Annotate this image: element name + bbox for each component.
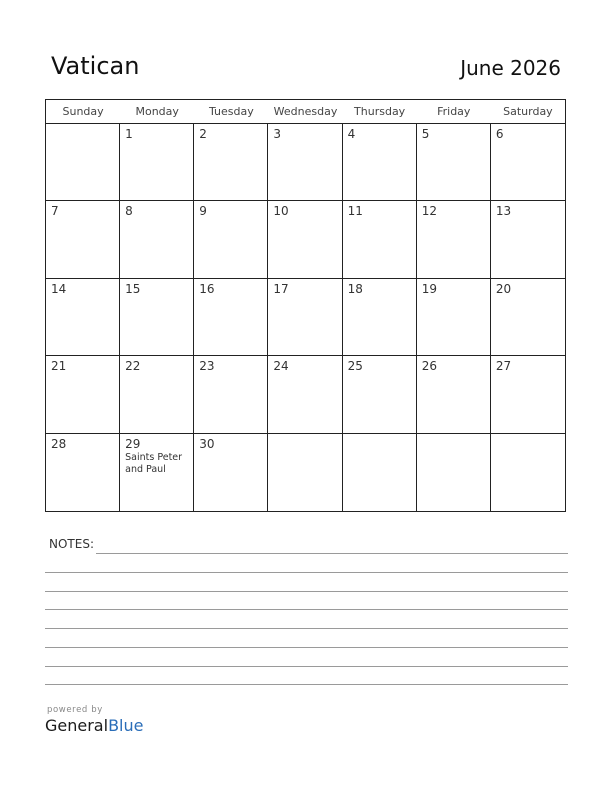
day-cell [194,434,268,511]
calendar-grid [46,124,565,511]
weekday-label: Sunday [62,105,104,118]
day-cell [46,124,120,201]
day-cell [417,356,491,433]
day-number: 9 [199,204,207,219]
day-cell [120,279,194,356]
day-cell [46,201,120,278]
day-cell [343,201,417,278]
notes-line [45,666,568,667]
day-cell [268,279,342,356]
notes-line [45,628,568,629]
notes-line [45,647,568,648]
day-number: 12 [421,204,437,219]
day-cell [343,356,417,433]
day-number: 2 [199,127,207,141]
day-number: 8 [125,204,133,219]
day-cell [46,356,120,433]
powered-by-text: powered by [47,705,103,715]
day-number: 6 [495,127,504,141]
day-number: 11 [347,204,363,219]
weekday-header-row [46,100,565,124]
day-cell [417,124,491,201]
day-cell [417,279,491,356]
day-cell [268,201,342,278]
notes-line [45,591,568,592]
day-cell [46,434,120,511]
holiday-label: Saints Peter and Paul [125,451,183,475]
weekday-label: Monday [135,105,179,118]
day-cell [491,434,565,511]
day-cell [268,356,342,433]
day-cell [417,434,491,511]
notes-line [45,609,568,610]
day-cell [491,124,565,201]
day-cell [268,124,342,201]
day-cell [343,434,417,511]
day-cell [120,201,194,278]
day-number: 1 [125,127,133,141]
day-cell [194,279,268,356]
day-cell [417,201,491,278]
weekday-label: Tuesday [208,105,254,118]
day-cell [268,434,342,511]
day-cell [343,124,417,201]
day-number: 26 [421,359,437,374]
month-year-title: June 2026 [460,56,561,80]
weekday-label: Wednesday [273,105,338,118]
brand-name-blue: Blue [108,716,144,735]
day-cell [194,201,268,278]
day-number: 14 [51,281,67,296]
day-number: 23 [199,359,215,374]
day-number: 30 [199,436,215,451]
day-cell [491,279,565,356]
notes-label: NOTES: [49,537,94,551]
day-number: 25 [347,359,363,374]
day-cell [194,124,268,201]
day-cell [343,279,417,356]
notes-line [45,684,568,685]
day-number: 4 [347,127,356,141]
day-number: 5 [421,127,430,141]
notes-line [96,553,568,554]
day-cell [120,356,194,433]
day-number: 24 [273,359,289,374]
day-number: 10 [273,204,289,219]
day-number: 29 [125,436,141,451]
day-number: 28 [51,436,67,451]
day-number: 21 [51,359,67,374]
day-cell [194,356,268,433]
day-cell [120,124,194,201]
day-cell [491,356,565,433]
day-number: 17 [273,281,289,296]
day-number: 15 [125,281,141,296]
weekday-label: Thursday [354,105,406,118]
day-number: 19 [421,281,437,296]
day-cell [491,201,565,278]
brand-name [45,716,143,736]
day-number: 13 [495,204,512,219]
day-number: 20 [495,281,512,296]
country-title: Vatican [51,52,140,80]
day-cell [46,279,120,356]
weekday-label: Friday [437,105,471,118]
calendar-table [45,99,566,512]
day-number: 27 [495,359,512,374]
brand-logo [45,705,143,736]
day-number: 16 [199,281,215,296]
day-number: 18 [347,281,363,296]
notes-line [45,572,568,573]
day-number: 3 [273,127,282,141]
day-cell [120,434,194,511]
brand-name-general: General [45,716,109,735]
day-number: 22 [125,359,141,374]
day-number: 7 [51,204,59,219]
weekday-label: Saturday [503,105,553,118]
